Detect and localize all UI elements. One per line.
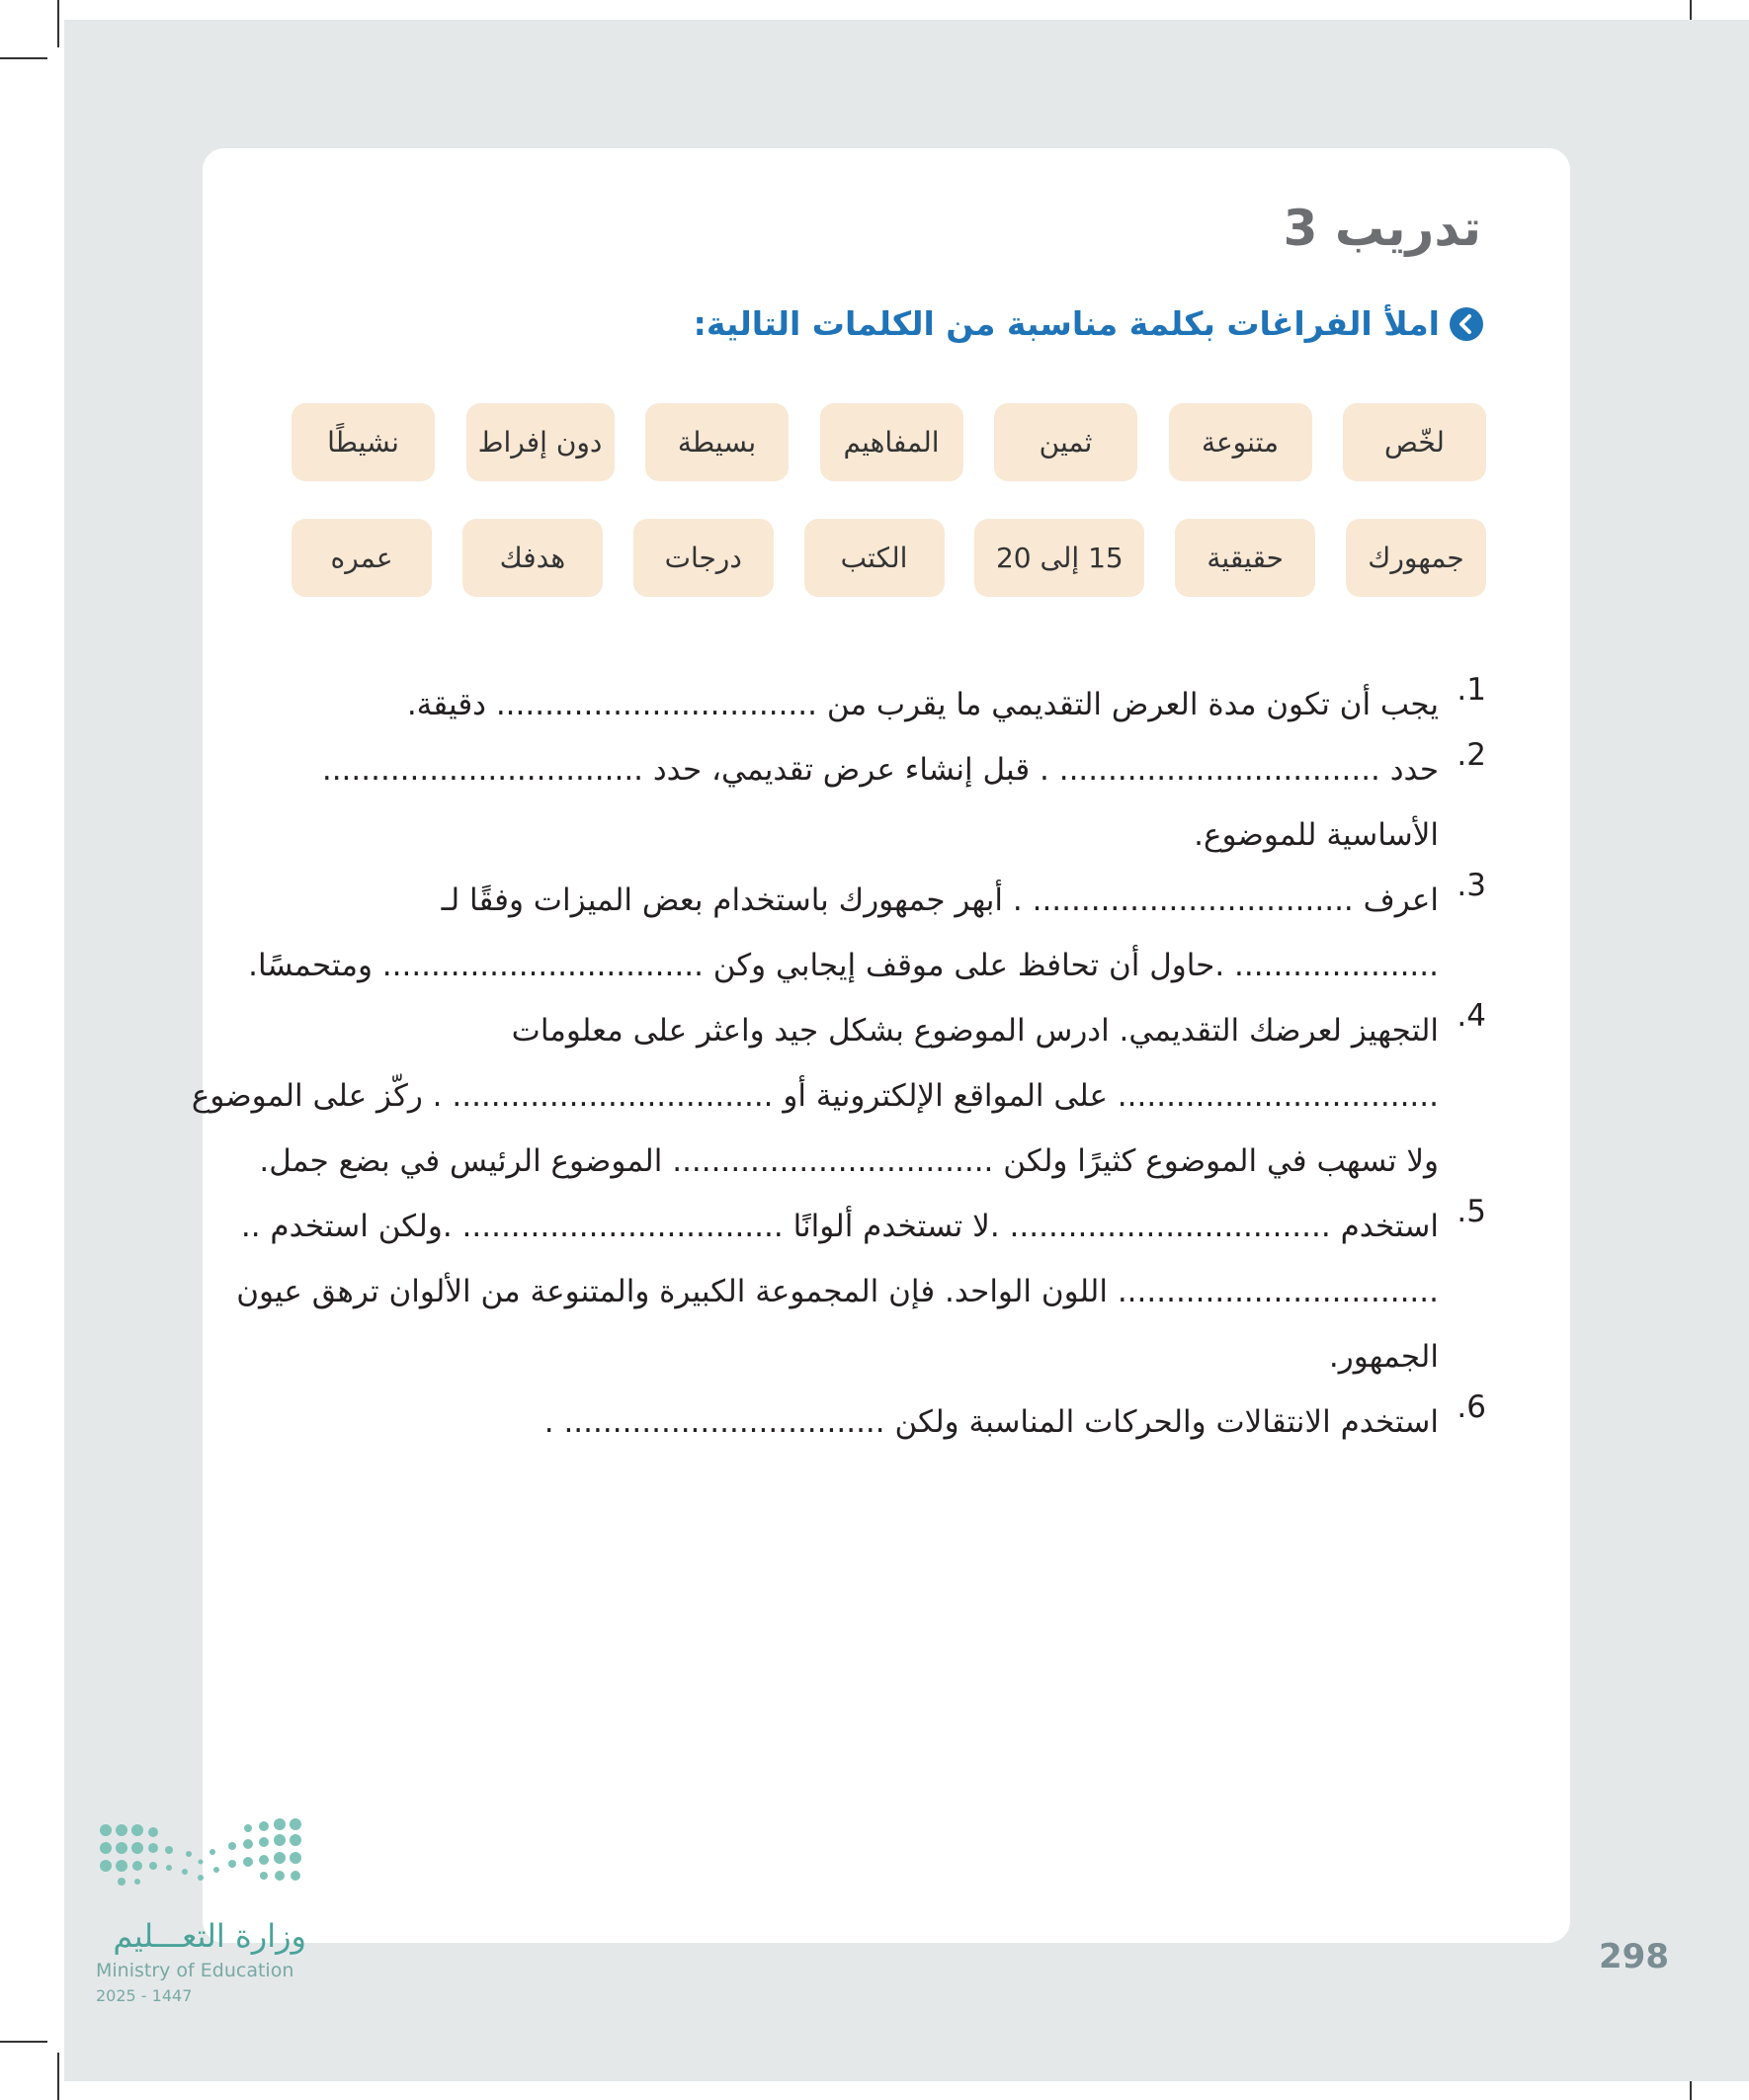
word-chip: نشيطًا (292, 403, 435, 481)
question-2 (300, 737, 1486, 868)
question-line: الأساسية للموضوع. (1194, 817, 1439, 853)
question-3 (248, 868, 1486, 998)
crop-mark (57, 2053, 59, 2100)
word-chip: دون إفراط (466, 403, 615, 481)
instruction (694, 304, 1483, 343)
word-chip: المفاهيم (820, 403, 963, 481)
question-5 (236, 1194, 1486, 1389)
crop-mark (57, 0, 59, 47)
word-chip: عمره (292, 519, 432, 597)
word-bank-row-2 (292, 519, 1486, 597)
question-number: 1. (1457, 672, 1486, 708)
word-chip: جمهورك (1346, 519, 1486, 597)
question-6 (300, 1389, 1486, 1455)
word-chip: متنوعة (1169, 403, 1312, 481)
word-chip: الكتب (804, 519, 945, 597)
word-chip: درجات (633, 519, 774, 597)
crop-mark (0, 57, 47, 59)
word-chip: هدفك (462, 519, 603, 597)
question-4 (191, 998, 1486, 1194)
question-1 (300, 672, 1486, 737)
word-bank-row-1 (292, 403, 1486, 481)
word-chip: بسيطة (645, 403, 789, 481)
question-number: 4. (1457, 998, 1486, 1034)
question-line: حدد ................................. . قبل إنشاء عرض تقديمي، حدد ................................. (321, 752, 1439, 788)
question-line: استخدم ................................. .لا تستخدم ألوانًا ................................. .ولكن استخدم .. (240, 1209, 1439, 1244)
question-line: اعرف ................................. . أبهر جمهورك باستخدام بعض الميزات وفقًا لـ (441, 882, 1439, 918)
crop-mark (0, 2041, 47, 2043)
ministry-year: 2025 - 1447 (96, 1986, 193, 2005)
word-chip: حقيقية (1175, 519, 1315, 597)
question-line: استخدم الانتقالات والحركات المناسبة ولكن ................................. . (543, 1404, 1439, 1440)
ministry-name-en: Ministry of Education (96, 1960, 294, 1981)
question-number: 3. (1457, 868, 1486, 903)
question-number: 5. (1457, 1194, 1486, 1229)
ministry-name-ar: وزارة التعـــليم (113, 1917, 306, 1955)
word-chip: لخّص (1343, 403, 1486, 481)
question-line: ................................. اللون الواحد. فإن المجموعة الكبيرة والمتنوعة من الألوان ترهق عيون (236, 1274, 1439, 1309)
question-list (191, 672, 1486, 1455)
question-line: التجهيز لعرضك التقديمي. ادرس الموضوع بشكل جيد واعثر على معلومات (511, 1013, 1439, 1049)
question-line: يجب أن تكون مدة العرض التقديمي ما يقرب من ................................. دقيقة. (406, 687, 1439, 722)
question-number: 2. (1457, 737, 1486, 773)
question-line: ................................. على المواقع الإلكترونية أو ................................. . ركّز على الموضوع (191, 1078, 1439, 1114)
exercise-card (191, 148, 1570, 1943)
question-line: الجمهور. (1328, 1339, 1439, 1375)
exercise-title: تدريب 3 (1283, 200, 1481, 257)
instruction-text: املأ الفراغات بكلمة مناسبة من الكلمات التالية: (693, 304, 1440, 343)
word-chip: 15 إلى 20 (974, 519, 1144, 597)
question-number: 6. (1457, 1389, 1486, 1425)
question-line: ..................... .حاول أن تحافظ على موقف إيجابي وكن ................................. ومتحمسًا. (248, 948, 1439, 983)
chevron-left-icon (1450, 307, 1483, 341)
page-number: 298 (1599, 1937, 1669, 1976)
word-chip: ثمين (994, 403, 1137, 481)
question-line: ولا تسهب في الموضوع كثيرًا ولكن ................................. الموضوع الرئيس في بضع جمل. (259, 1143, 1439, 1179)
